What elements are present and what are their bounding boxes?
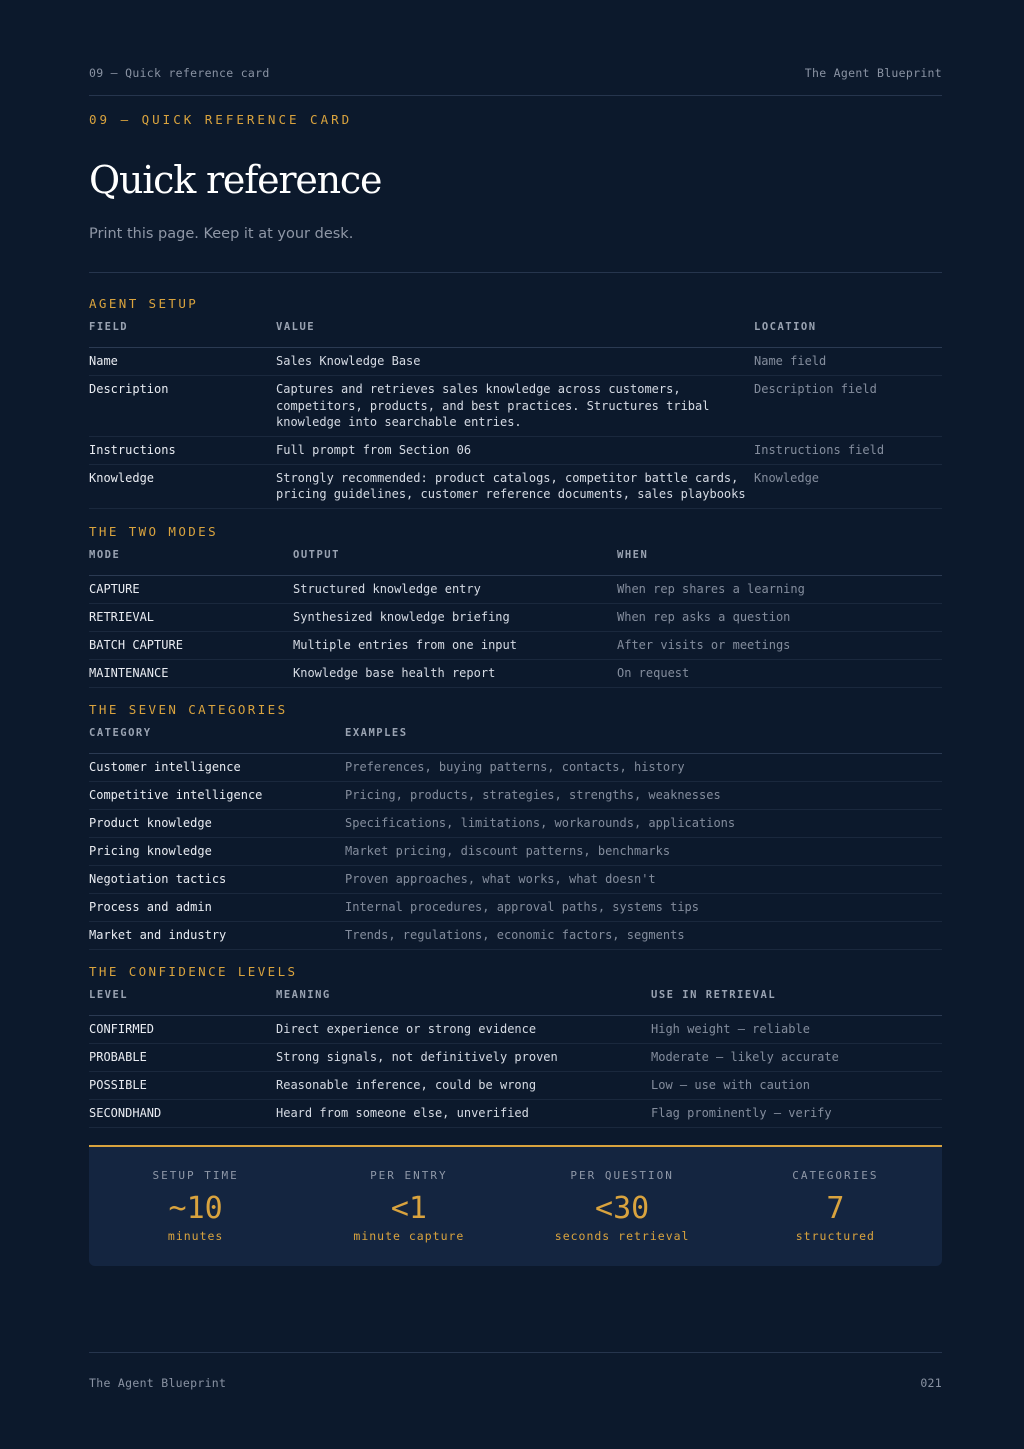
stat-label: CATEGORIES xyxy=(792,1169,879,1182)
running-header xyxy=(89,66,942,80)
level-cell: SECONDHAND xyxy=(89,1100,276,1128)
category-cell: Process and admin xyxy=(89,894,345,922)
stat-setup-time xyxy=(89,1147,302,1266)
stats-panel xyxy=(89,1145,942,1266)
table-row xyxy=(89,632,942,660)
mode-cell: RETRIEVAL xyxy=(89,604,293,632)
agent-setup-table xyxy=(89,321,942,509)
when-cell: When rep shares a learning xyxy=(617,576,942,604)
value-cell: Full prompt from Section 06 xyxy=(276,436,754,464)
examples-cell: Proven approaches, what works, what doesn't xyxy=(345,866,942,894)
meaning-cell: Strong signals, not definitively proven xyxy=(276,1044,651,1072)
meaning-cell: Reasonable inference, could be wrong xyxy=(276,1072,651,1100)
column-header: USE IN RETRIEVAL xyxy=(651,989,942,1016)
level-cell: CONFIRMED xyxy=(89,1016,276,1044)
retrieval-use-cell: Moderate — likely accurate xyxy=(651,1044,942,1072)
examples-cell: Internal procedures, approval paths, systems tips xyxy=(345,894,942,922)
stat-categories xyxy=(729,1147,942,1266)
page xyxy=(89,0,942,1449)
stat-per-question xyxy=(516,1147,729,1266)
category-cell: Negotiation tactics xyxy=(89,866,345,894)
column-header: MODE xyxy=(89,549,293,576)
table-row xyxy=(89,576,942,604)
table-row xyxy=(89,1072,942,1100)
table-row xyxy=(89,754,942,782)
mode-cell: BATCH CAPTURE xyxy=(89,632,293,660)
column-header: LOCATION xyxy=(754,321,942,348)
column-header: OUTPUT xyxy=(293,549,617,576)
output-cell: Multiple entries from one input xyxy=(293,632,617,660)
stat-value: <1 xyxy=(390,1191,427,1226)
category-cell: Competitive intelligence xyxy=(89,782,345,810)
modes-title: THE TWO MODES xyxy=(89,524,219,539)
table-row xyxy=(89,810,942,838)
header-divider xyxy=(89,95,942,96)
field-cell: Knowledge xyxy=(89,464,276,508)
stat-unit: structured xyxy=(795,1229,875,1243)
value-cell: Captures and retrieves sales knowledge across customers, competitors, products, and best practices. Structures tribal knowledge into searchable entries. xyxy=(276,376,754,437)
column-header: MEANING xyxy=(276,989,651,1016)
output-cell: Synthesized knowledge briefing xyxy=(293,604,617,632)
mode-cell: CAPTURE xyxy=(89,576,293,604)
table-header-row xyxy=(89,321,942,348)
output-cell: Structured knowledge entry xyxy=(293,576,617,604)
field-cell: Name xyxy=(89,348,276,376)
stat-unit: minutes xyxy=(167,1229,224,1243)
retrieval-use-cell: High weight — reliable xyxy=(651,1016,942,1044)
table-row xyxy=(89,348,942,376)
table-row xyxy=(89,1044,942,1072)
section-eyebrow: 09 — QUICK REFERENCE CARD xyxy=(89,112,353,127)
table-row xyxy=(89,660,942,688)
confidence-title: THE CONFIDENCE LEVELS xyxy=(89,964,298,979)
location-cell: Instructions field xyxy=(754,436,942,464)
examples-cell: Pricing, products, strategies, strengths, weaknesses xyxy=(345,782,942,810)
examples-cell: Trends, regulations, economic factors, segments xyxy=(345,922,942,950)
table-header-row xyxy=(89,989,942,1016)
column-header: CATEGORY xyxy=(89,727,345,754)
location-cell: Knowledge xyxy=(754,464,942,508)
page-number: 021 xyxy=(920,1376,942,1390)
table-row xyxy=(89,782,942,810)
stat-value: <30 xyxy=(595,1191,650,1226)
when-cell: After visits or meetings xyxy=(617,632,942,660)
agent-setup-section xyxy=(89,295,942,509)
retrieval-use-cell: Flag prominently — verify xyxy=(651,1100,942,1128)
stat-unit: seconds retrieval xyxy=(554,1229,690,1243)
location-cell: Name field xyxy=(754,348,942,376)
stat-unit: minute capture xyxy=(353,1229,465,1243)
when-cell: When rep asks a question xyxy=(617,604,942,632)
column-header: EXAMPLES xyxy=(345,727,942,754)
stat-label: PER QUESTION xyxy=(570,1169,674,1182)
category-cell: Product knowledge xyxy=(89,810,345,838)
table-header-row xyxy=(89,727,942,754)
column-header: VALUE xyxy=(276,321,754,348)
stat-value: 7 xyxy=(826,1191,845,1226)
categories-title: THE SEVEN CATEGORIES xyxy=(89,702,288,717)
footer-divider xyxy=(89,1352,942,1353)
category-cell: Pricing knowledge xyxy=(89,838,345,866)
title-divider xyxy=(89,272,942,273)
location-cell: Description field xyxy=(754,376,942,437)
stat-per-entry xyxy=(302,1147,515,1266)
page-title: Quick reference xyxy=(89,158,382,202)
table-row xyxy=(89,894,942,922)
level-cell: PROBABLE xyxy=(89,1044,276,1072)
running-header-section: 09 — Quick reference card xyxy=(89,66,270,80)
table-row xyxy=(89,1100,942,1128)
agent-setup-title: AGENT SETUP xyxy=(89,296,199,311)
column-header: LEVEL xyxy=(89,989,276,1016)
stat-label: PER ENTRY xyxy=(370,1169,448,1182)
table-row xyxy=(89,866,942,894)
examples-cell: Market pricing, discount patterns, benchmarks xyxy=(345,838,942,866)
retrieval-use-cell: Low — use with caution xyxy=(651,1072,942,1100)
categories-table xyxy=(89,727,942,950)
value-cell: Strongly recommended: product catalogs, competitor battle cards, pricing guidelines, customer reference documents, sales playbooks xyxy=(276,464,754,508)
table-row xyxy=(89,464,942,508)
value-cell: Sales Knowledge Base xyxy=(276,348,754,376)
output-cell: Knowledge base health report xyxy=(293,660,617,688)
footer-book-title: The Agent Blueprint xyxy=(89,1376,227,1390)
meaning-cell: Heard from someone else, unverified xyxy=(276,1100,651,1128)
table-row xyxy=(89,922,942,950)
page-subtitle: Print this page. Keep it at your desk. xyxy=(89,226,354,242)
field-cell: Description xyxy=(89,376,276,437)
table-row xyxy=(89,604,942,632)
field-cell: Instructions xyxy=(89,436,276,464)
category-cell: Customer intelligence xyxy=(89,754,345,782)
examples-cell: Specifications, limitations, workarounds, applications xyxy=(345,810,942,838)
running-header-book: The Agent Blueprint xyxy=(804,66,942,80)
confidence-section xyxy=(89,963,942,1128)
when-cell: On request xyxy=(617,660,942,688)
column-header: FIELD xyxy=(89,321,276,348)
modes-table xyxy=(89,549,942,688)
categories-section xyxy=(89,701,942,950)
stat-value: ~10 xyxy=(168,1191,223,1226)
examples-cell: Preferences, buying patterns, contacts, history xyxy=(345,754,942,782)
table-row xyxy=(89,1016,942,1044)
mode-cell: MAINTENANCE xyxy=(89,660,293,688)
modes-section xyxy=(89,523,942,688)
table-row xyxy=(89,838,942,866)
confidence-table xyxy=(89,989,942,1128)
category-cell: Market and industry xyxy=(89,922,345,950)
column-header: WHEN xyxy=(617,549,942,576)
table-header-row xyxy=(89,549,942,576)
table-row xyxy=(89,376,942,437)
page-footer xyxy=(89,1376,942,1390)
table-row xyxy=(89,436,942,464)
stat-label: SETUP TIME xyxy=(152,1169,239,1182)
level-cell: POSSIBLE xyxy=(89,1072,276,1100)
meaning-cell: Direct experience or strong evidence xyxy=(276,1016,651,1044)
